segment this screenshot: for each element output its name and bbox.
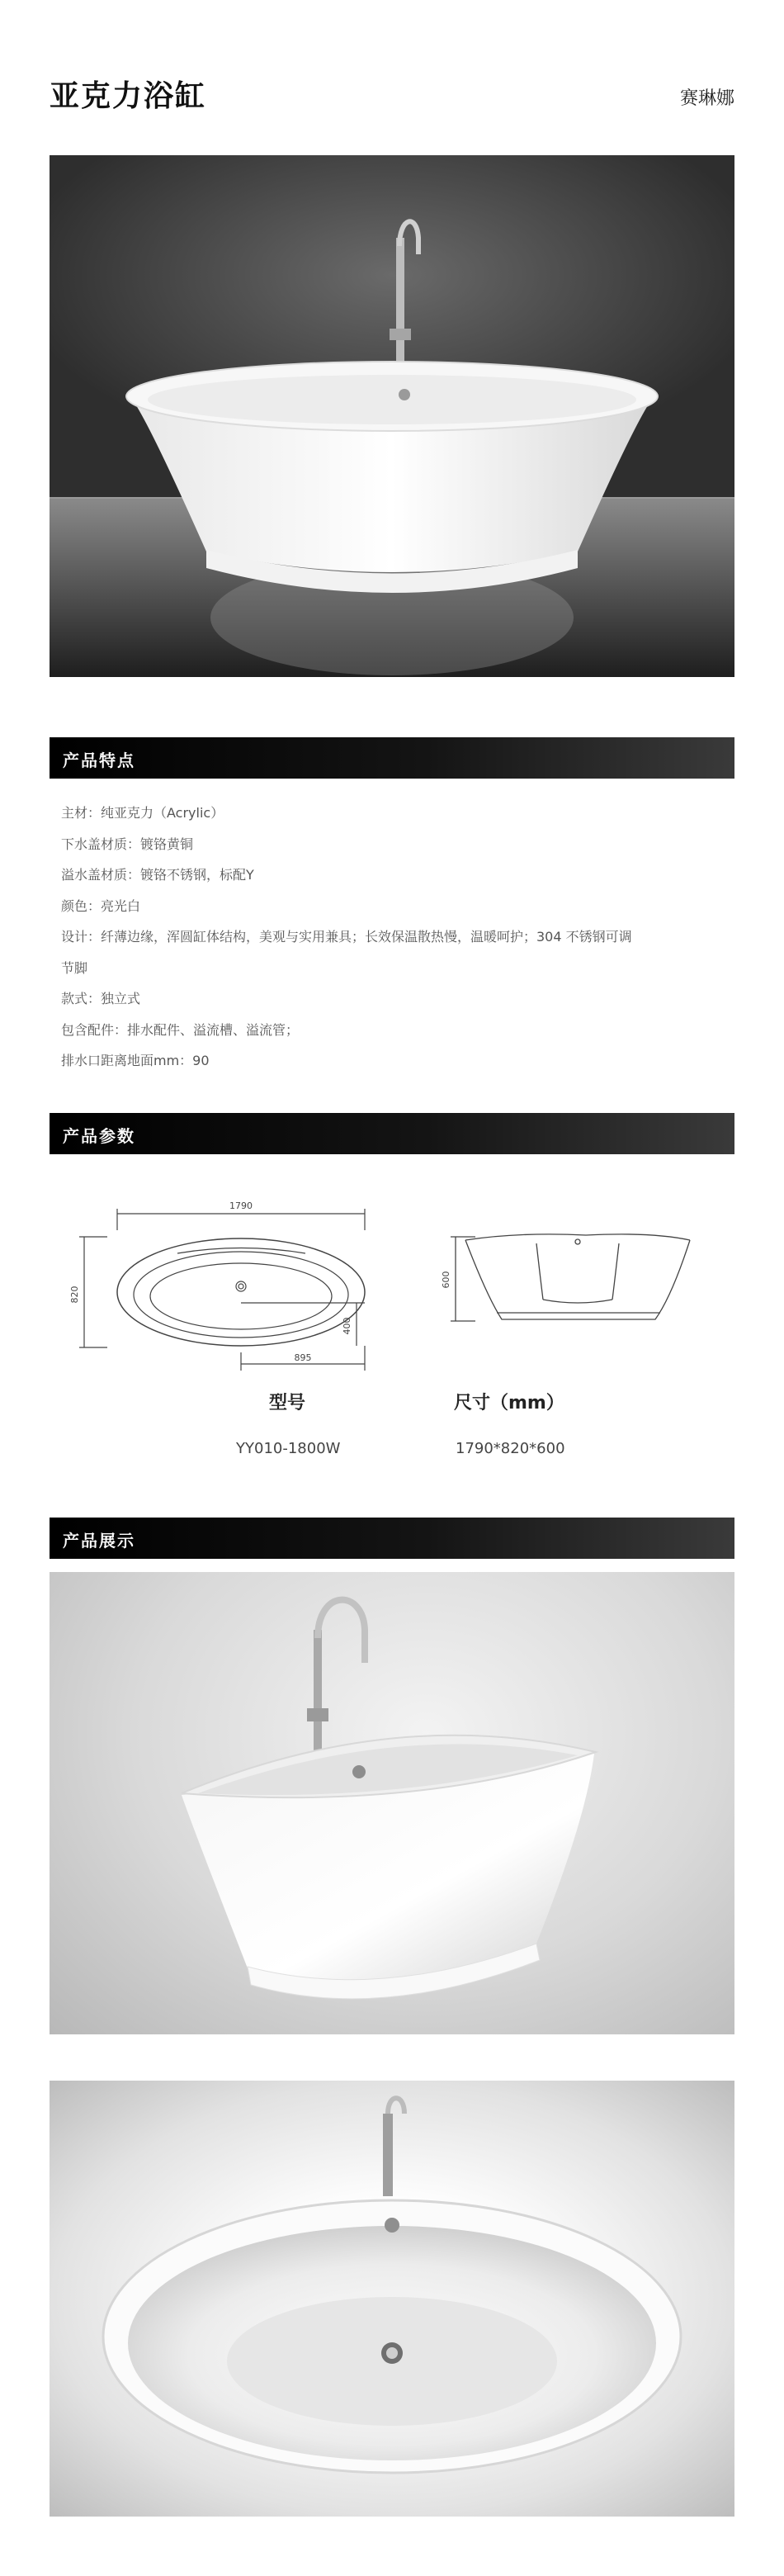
dim-half-width: 400 bbox=[342, 1317, 352, 1335]
spec-size-value: 1790*820*600 bbox=[456, 1440, 565, 1457]
hero-product-image bbox=[50, 155, 734, 677]
feature-line: 溢水盖材质：镀铬不锈钢，标配Y bbox=[61, 867, 254, 883]
feature-line: 排水口距离地面mm：90 bbox=[61, 1053, 210, 1068]
section-header-params bbox=[50, 1113, 734, 1154]
spec-size-label: 尺寸（mm） bbox=[454, 1393, 564, 1413]
dim-half-length: 895 bbox=[294, 1352, 312, 1363]
dim-height: 600 bbox=[441, 1271, 451, 1289]
top-view-drawing bbox=[66, 1197, 396, 1379]
dim-width: 820 bbox=[69, 1286, 80, 1304]
section-title-features: 产品特点 bbox=[63, 751, 135, 770]
brand-name: 赛琳娜 bbox=[679, 88, 734, 109]
page-title: 亚克力浴缸 bbox=[50, 79, 207, 113]
feature-line: 颜色：亮光白 bbox=[61, 897, 141, 914]
section-title-showcase: 产品展示 bbox=[63, 1531, 135, 1551]
feature-line: 款式：独立式 bbox=[61, 991, 141, 1006]
features-list bbox=[61, 798, 738, 1077]
showcase-photo-angled bbox=[50, 1572, 734, 2034]
section-title-params: 产品参数 bbox=[63, 1126, 135, 1146]
spec-model-label: 型号 bbox=[269, 1393, 306, 1413]
showcase-photo-topview bbox=[50, 2081, 734, 2517]
angled-bathtub-illustration bbox=[50, 1572, 734, 2034]
dim-length: 1790 bbox=[229, 1200, 253, 1211]
feature-line: 下水盖材质：镀铬黄铜 bbox=[61, 836, 194, 852]
feature-line: 节脚 bbox=[61, 959, 88, 976]
hero-bathtub-illustration bbox=[50, 155, 734, 677]
section-header-showcase bbox=[50, 1518, 734, 1559]
topview-bathtub-illustration bbox=[50, 2081, 734, 2517]
spec-model-value: YY010-1800W bbox=[236, 1440, 341, 1457]
feature-line: 设计：纤薄边缘，浑圆缸体结构，美观与实用兼具；长效保温散热慢，温暖呵护；304 不锈钢可调 bbox=[61, 929, 632, 945]
side-view-drawing bbox=[437, 1214, 701, 1354]
section-header-features bbox=[50, 737, 734, 779]
feature-line: 主材：纯亚克力（Acrylic） bbox=[61, 805, 224, 821]
feature-line: 包含配件：排水配件、溢流槽、溢流管； bbox=[61, 1021, 300, 1038]
